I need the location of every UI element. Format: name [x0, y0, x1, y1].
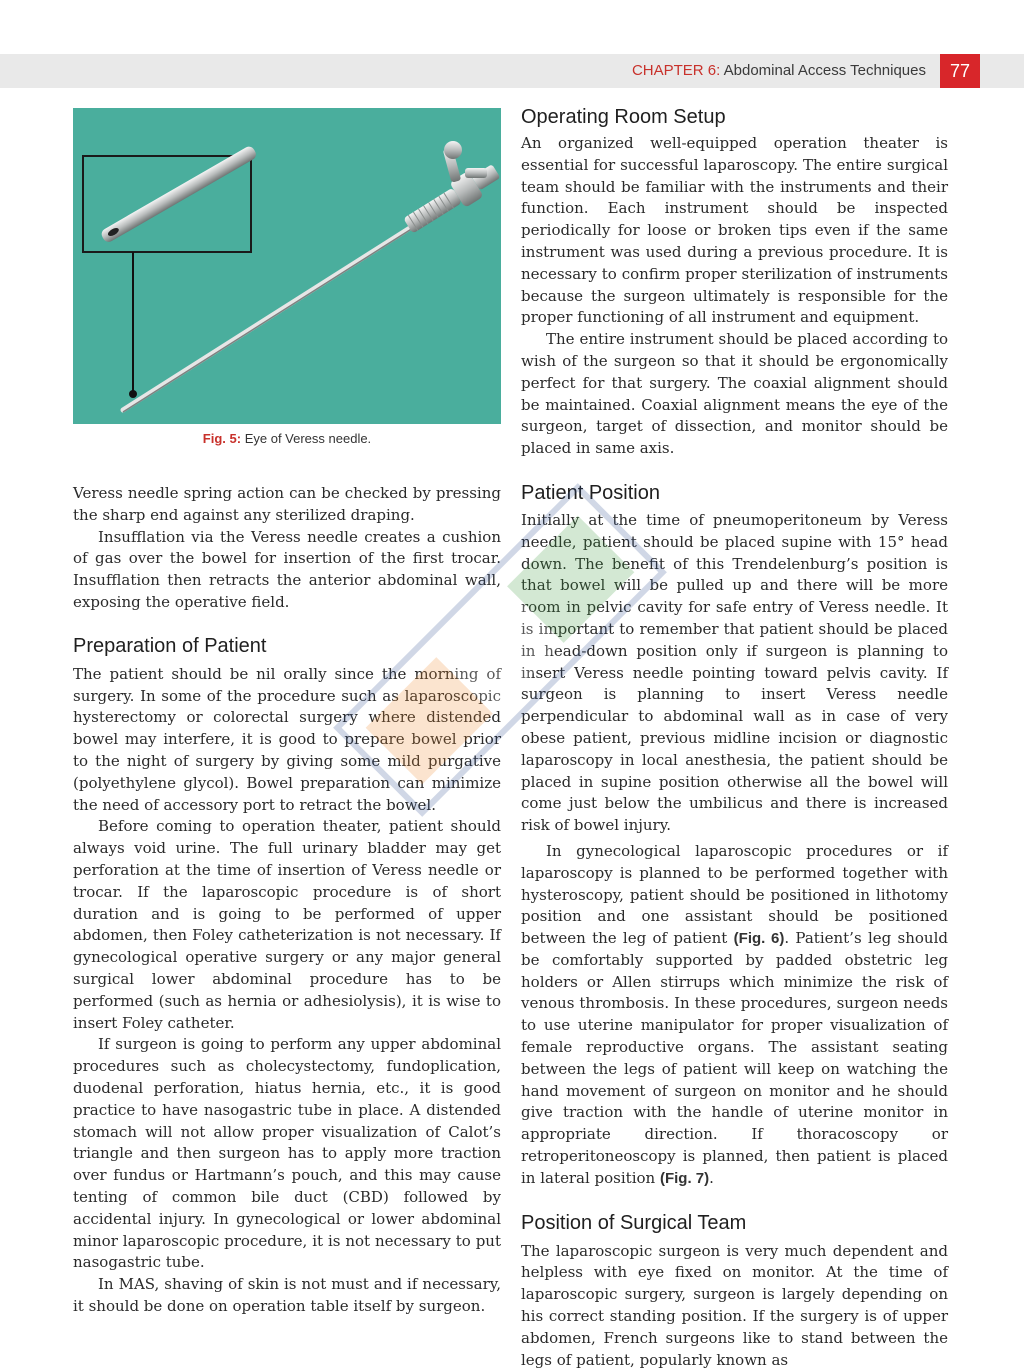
- running-header: [0, 54, 1024, 88]
- paragraph: In MAS, shaving of skin is not must and if necessary, it should be done on operation table itself by surgeon.: [73, 1275, 501, 1315]
- veress-needle-photo: [73, 108, 501, 424]
- section-heading: Position of Surgical Team: [521, 1211, 747, 1234]
- figure-reference: (Fig. 6): [733, 930, 785, 948]
- figure-caption: Fig. 5: Eye of Veress needle.: [202, 431, 372, 446]
- paragraph: An organized well-equipped operation theater is essential for successful laparoscopy. The entire surgical team should be familiar with the instruments and their function. Each instrument should be inspected periodically for loose or broken tips even if the same instrument was used during a previous procedure. It is necessary to confirm proper sterilization of instruments because the surgeon ultimately is responsible for the proper functioning of all instrument and equipment.: [521, 134, 948, 327]
- paragraph: If surgeon is going to perform any upper abdominal procedures such as cholecystectomy, fundoplication, duodenal perforation, hiatus hernia, etc., it is good practice to have nasogastric tube in place. A distended stomach will not allow proper visualization of Calot’s triangle and then surgeon has to apply more traction over fundus or Hartmann’s pouch, and this may cause tenting of common bile duct (CBD) followed by accidental injury. In gynecological or lower abdominal minor laparoscopic procedure, it is not necessary to put nasogastric tube.: [73, 1035, 501, 1272]
- left-column: [73, 483, 501, 1318]
- paragraph: The patient should be nil orally since the morning of surgery. In some of the procedure such as laparoscopic hysterectomy or colorectal surgery where distended bowel may interfere, it is good to prepare bowel prior to the night of surgery by giving some mild purgative (polyethylene glycol). Bowel preparation can minimize the need of accessory port to retract the bowel.: [73, 664, 501, 814]
- figure-reference: (Fig. 7): [659, 1169, 710, 1187]
- figure-veress-needle: [73, 108, 501, 424]
- paragraph: Veress needle spring action can be checked by pressing the sharp end against any sterilized draping.: [73, 484, 501, 524]
- right-column: [521, 106, 948, 1371]
- chapter-title: CHAPTER 6: Abdominal Access Techniques: [631, 62, 926, 79]
- section-heading: Operating Room Setup: [521, 106, 726, 128]
- paragraph: The entire instrument should be placed according to wish of the surgeon so that it should be ergonomically perfect for that surgery. The coaxial alignment should be maintained. Coaxial alignment means the eye of the surgeon, target of dissection, and monitor should be placed in same axis.: [521, 330, 948, 458]
- page-number: 77: [940, 54, 980, 88]
- section-heading: Preparation of Patient: [73, 634, 267, 657]
- section-heading: Patient Position: [521, 481, 660, 504]
- paragraph: The laparoscopic surgeon is very much dependent and helpless with eye fixed on monitor. At the time of laparoscopic surgery, surgeon is largely depending on his correct standing position. If the surgery is of upper abdomen, French surgeons like to stand between the legs of patient, popularly known as: [521, 1241, 948, 1369]
- paragraph: Insufflation via the Veress needle creates a cushion of gas over the bowel for insertion of the first trocar. Insufflation then retracts the anterior abdominal wall, exposing the operative field.: [73, 527, 501, 611]
- paragraph: Initially at the time of pneumoperitoneum by Veress needle, patient should be placed supine with 15° head down. The benefit of this Trendelenburg’s position is that bowel will be pulled up and there will be more room in pelvic cavity for safe entry of Veress needle. It is important to remember that patient should be placed in head-down position only if surgeon is planning to insert Veress needle pointing toward pelvis cavity. If surgeon is planning to insert Veress needle perpendicular to abdominal wall as in case of very obese patient, previous midline incision or diagnostic laparoscopy in local anesthesia, the patient should be placed in supine position otherwise all the bowel will come just below the umbilicus and there is increased risk of bowel injury.: [521, 510, 948, 835]
- paragraph: In gynecological laparoscopic procedures or if laparoscopy is planned to be performed together with hysteroscopy, patient should be positioned in lithotomy position and one assistant should be positioned between the leg of patient (Fig. 6). Patient’s leg should be comfortably supported by padded obstetric leg holders or Allen stirrups which minimize the risk of venous thrombosis. In these procedures, surgeon needs to use uterine manipulator for proper visualization of female reproductive organs. The assistant seating between the legs of patient will keep on watching the hand movement of surgeon on monitor and he should give traction with the handle of uterine monitor in appropriate direction. If thoracoscopy or retroperitoneoscopy is planned, then patient is placed in lateral position (Fig. 7).: [521, 841, 948, 1187]
- paragraph: Before coming to operation theater, patient should always void urine. The full urinary bladder may get perforation at the time of insertion of Veress needle or trocar. If the laparoscopic procedure is of short duration and is going to be performed of upper abdomen, then Foley catheterization is not necessary. If gynecological operative surgery or any major general surgical lower abdominal procedure has to be performed (such as hernia or adhesiolysis), it is wise to insert Foley catheter.: [73, 817, 501, 1032]
